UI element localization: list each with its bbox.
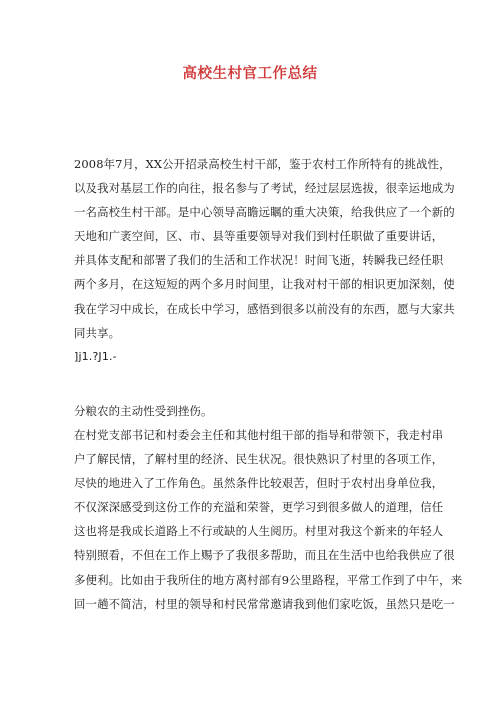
text-line: 我在学习中成长，在成长中学习，感悟到很多以前没有的东西，愿与大家共 — [74, 301, 455, 316]
text-line: 2008年7月，XX公开招录高校生村干部，鉴于农村工作所特有的挑战性， — [74, 157, 451, 171]
document-title: 高校生村官工作总结 — [182, 66, 318, 82]
paragraph-2 — [74, 423, 463, 616]
text-line: 这也将是我成长道路上不行或缺的人生阅历。村里对我这个新来的年轻人 — [74, 524, 444, 539]
text-line: 户了解民情，了解村里的经济、民生状况。很快熟识了村里的各项工作， — [74, 452, 444, 467]
garbled-marker: ]j1.?J1.- — [74, 349, 117, 363]
text-line: 在村党支部书记和村委会主任和其他村组干部的指导和带领下，我走村串 — [74, 427, 444, 442]
text-line: 以及我对基层工作的向往，报名参与了考试，经过层层选拔，很幸运地成为 — [74, 181, 455, 196]
text-line: 不仅深深感受到这份工作的充溢和荣誉，更学习到很多做人的道理，信任 — [74, 500, 444, 515]
text-line: 同共享。 — [74, 325, 121, 340]
text-line: 特别照看，不但在工作上赐予了我很多帮助，而且在生活中也给我供应了很 — [74, 548, 455, 563]
text-line: 两个多月，在这短短的两个多月时间里，让我对村干部的相识更加深刻，使 — [74, 277, 455, 292]
paragraph-1 — [74, 152, 455, 345]
text-line: 一名高校生村干部。是中心领导高瞻远瞩的重大决策，给我供应了一个新的 — [74, 205, 455, 220]
text-line: 尽快的地进入了工作角色。虽然条件比较艰苦，但时于农村出身单位我， — [74, 476, 444, 491]
spacer — [74, 369, 436, 399]
text-line: 并具体支配和部署了我们的生活和工作状况！时间飞逝，转瞬我已经任职 — [74, 253, 444, 268]
text-line: 回一趟不简洁，村里的领导和村民常常邀请我到他们家吃饭，虽然只是吃一 — [74, 596, 455, 611]
document-body — [74, 152, 463, 616]
text-line: 多便利。比如由于我所住的地方离村部有9公里路程，平常工作到了中午，来 — [74, 572, 463, 587]
section-heading: 分粮农的主动性受到挫伤。 — [74, 403, 213, 418]
text-line: 天地和广袤空间，区、市、县等重要领导对我们到村任职做了重要讲话， — [74, 229, 444, 244]
